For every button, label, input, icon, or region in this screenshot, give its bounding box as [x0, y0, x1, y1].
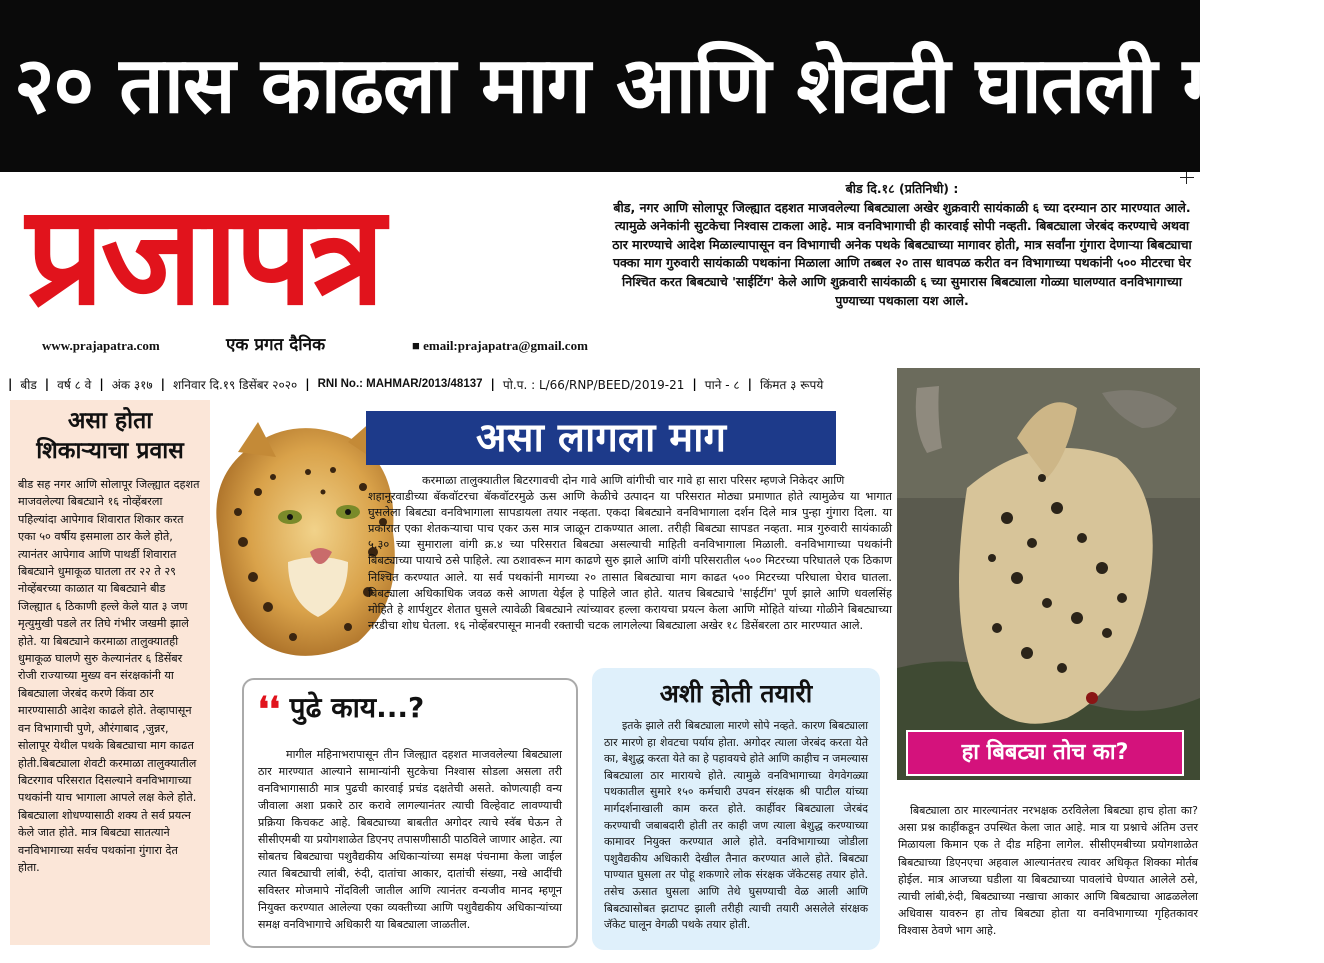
tayari-body: इतके झाले तरी बिबट्याला मारणे सोपे नव्हते. कारण बिबट्याला ठार मारणे हा शेवटचा पर्याय होता. अगोदर त्याला जेरबंद करता येते का, बेशुद्ध करता येते का हे पहावयचे होते आणि काहीच न जमल्यास बिबट्याला ठार मारायचे होते. त्यामुळे वनविभागाच्या वेगवेगळ्या पथकातील सुमारे १५० कर्मचारी उपवन संरक्षक श्री पाटील यांच्या मार्गदर्शनाखाली काम करत होते. कार्हीवर बिबट्याला जेरबंद करण्याची जबाबदारी होती तर काही जण त्याला बेशुद्ध करण्याच्या कामावर नियुक्त करण्यात आले होते. वनविभागाच्या जोडीला पशुवैद्यकीय अधिकारी देखील तैनात करण्यात आले होते. बिबट्या पाण्यात घुसला तर पोहू शकणारे लोक संरक्षक जॅकेटसह तयार होते. तसेच ऊसात घुसला आणि तेथे घुसण्याची वेळ आली आणि बिबट्यासोबत झटापट झाली तरीही त्याची तयारी असलेले संरक्षक जॅकेट घालून वेगळी पथके तयार होती. — [604, 719, 868, 932]
info-place: बीड — [20, 377, 37, 392]
center-article-body — [368, 473, 892, 634]
right-article-title — [906, 730, 1184, 776]
main-headline: २० तास काढला माग आणि शेवटी घातली गोळी — [14, 41, 1324, 131]
right-article-title-text: हा बिबट्या तोच का? — [961, 740, 1129, 765]
tayari-title: अशी होती तयारी — [659, 679, 813, 708]
lead-summary — [608, 180, 1196, 310]
summary-text: बीड, नगर आणि सोलापूर जिल्ह्यात दहशत माजवलेल्या बिबट्याला अखेर शुक्रवारी सायंकाळी ६ च्या दरम्यान ठार मारण्यात आले. त्यामुळे अनेकांनी सुटकेचा निश्वास टाकला आहे. मात्र वनविभागाची ही कारवाई सोपी नव्हती. बिबट्याला जेरबंद करण्याचे अथवा ठार मारण्याचे आदेश मिळाल्यापासून वन विभागाची अनेक पथके बिबट्याच्या मागावर होती, मात्र सर्वांना गुंगारा देणाऱ्या बिबट्याचा पक्का माग गुरुवारी सायंकाळी पथकांना मिळाला आणि तब्बल २० तास धावपळ करीत वन विभागाच्या पथकांनी ५०० मीटरचा घेर निश्चित करत बिबट्याचे 'साईटिंग' केले आणि शुक्रवारी सायंकाळी ६ च्या सुमारास बिबट्याला गोळ्या घालण्यात वनविभागाच्या पुण्याच्या पथकाला यश आले. — [612, 199, 1192, 308]
left-article — [10, 400, 210, 945]
center-article-text: शहानूरवाडीच्या बॅकवॉटरचा बॅकवॉटरमुळे ऊस आणि केळीचे उत्पादन या परिसरात मोठ्या प्रमाणात होते त्यामुळेच या भागात घुसलेला बिबट्या वनविभागाला सापडायला तयार नव्हता. एकदा बिबट्याने वनविभागाला दर्शन दिले मात्र पुन्हा गुंगारा दिला. या प्रकारात एका शेतकऱ्याचा पाच एकर ऊस मात्र जाळून टाकण्यात आला. तरीही बिबट्या सापडत नव्हता. मात्र गुरुवारी सायंकाळी ५.३० च्या सुमाराला वांगी क्र.४ च्या परिसरात बिबट्या असल्याची माहिती वनविभागाला मिळाली. वनविभागाच्या पथकांनी बिबट्याच्या पायाचे ठसे पाहिले. त्या ठशावरून माग काढणे सुरु झाले आणि वांगी परिसरातील ५०० मिटरच्या परिघातले एक ठिकाण निश्चित करण्यात आले. या सर्व पथकांनी मागच्या २० तासात बिबट्याचा माग काढत ५०० मिटरच्या परिघाला घेराव घातला. बिबट्याला अधिकाधिक जवळ कसे आणता येईल हे पाहिले जात होते. यातच बिबट्याचे 'साईटींग' पूर्ण झाले आणि धवलसिंह मोहिते हे शार्पशुटर शेतात घुसले त्यावेळी बिबट्याने त्यांच्यावर हल्ला करायचा प्रयत्न केला आणि मोहिते यांच्या गोळीने बिबट्याच्या नरडीचा शोध घेतला. १६ नोव्हेंबरपासून मानवी रक्ताची चटक लागलेल्या बिबट्याला अखेर १८ डिसेंबरला ठार मारण्यात आले. — [368, 490, 892, 632]
info-date: शनिवार दि.१९ डिसेंबर २०२० — [173, 377, 298, 392]
issue-info-bar: | बीड | वर्ष ८ वे | अंक ३१७ | शनिवार दि.१९ डिसेंबर २०२० | RNI No.: MAHMAR/2013/48137 | पो.प. : L/66/RNP/BEED/2019-21 | पाने - ८ | किंमत ३ रूपये — [8, 377, 824, 392]
left-article-body: बीड सह नगर आणि सोलापूर जिल्ह्यात दहशत माजवलेल्या बिबट्याने १६ नोव्हेंबरला पहिल्यांदा आपेगाव शिवारात शिकार करत एका ५० वर्षीय इसमाला ठार केले होते, त्यानंतर आपेगाव आणि पाथर्डी शिवारात बिबट्याने धुमाकूळ घातला तर २२ ते २९ नोव्हेंबरच्या काळात या बिबट्याने बीड जिल्ह्यात ६ ठिकाणी हल्ले केले यात ३ जण मृत्युमुखी पडले तर तिघे गंभीर जखमी झाले होते. या बिबट्याने करमाळा तालुक्यातही धुमाकूळ घालणे सुरु केल्यानंतर ६ डिसेंबर रोजी राज्याच्या मुख्य वन संरक्षकांनी या बिबट्याला जेरबंद करणे किंवा ठार मारण्यासाठी आदेश काढले होते. तेव्हापासून वन विभागाची पुणे, औरंगाबाद ,जुन्नर, सोलापूर येथील पथके बिबट्याचा माग काढत होती.बिबट्याला शेवटी करमाळा तालुक्यातील बिटरगाव परिसरात दिसल्याने वनविभागाच्या पथकांनी याच भागाला आपले लक्ष केले होते. बिबट्याला शोधण्यासाठी शक्य ते सर्व प्रयत्न केले जात होते. मात्र बिबट्या सातत्याने वनविभागाच्या सर्वच पथकांना गुंगारा देत होता. — [18, 478, 200, 874]
info-postal: पो.प. : L/66/RNP/BEED/2019-21 — [502, 377, 685, 392]
right-article-body: बिबट्याला ठार मारल्यानंतर नरभक्षक ठरविलेला बिबट्या हाच होता का? असा प्रश्न काहींकडून उपस्थित केला जात आहे. मात्र या प्रश्नाचे अंतिम उत्तर मिळायला किमान एक ते दीड महिना लागेल. सीसीएमबीच्या प्रयोगशाळेत बिबट्याच्या डिएनएचा अहवाल आल्यानंतरच त्यावर अधिकृत शिक्का मोर्तब होईल. मात्र आजच्या घडीला या बिबट्याच्या पावलांचे घेण्यात आलेले ठसे, त्याची लांबी,रुंदी, बिबट्याच्या नखाचा आकार आणि बिबट्याचा आढळलेला अधिवास यावरुन हा तोच बिबट्या होता या वनविभागाच्या गृहितकावर विश्वास ठेवणे भाग आहे. — [898, 804, 1198, 938]
quote-mark-icon: ❛❛ — [258, 690, 280, 730]
pudhe-kay-title: पुढे काय...? — [289, 691, 425, 724]
info-pages: पाने - ८ — [704, 377, 740, 392]
pudhe-kay-body: मागील महिनाभरापासून तीन जिल्ह्यात दहशत माजवलेल्या बिबट्याला ठार मारण्यात आल्याने सामान्यांनी सुटकेचा निश्वास सोडला असला तरी वनविभागासाठी मात्र पुढची कारवाई प्रचंड दक्षतेची असते. कोणत्याही वन्य जीवाला अशा प्रकारे ठार करावे लागल्यानंतर त्याची विल्हेवाट लावण्याची प्रक्रिया किचकट आहे. बिबट्याच्या बाबतीत अगोदर त्याचे स्वॅब घेऊन ते सीसीएमबी या प्रयोगशाळेत डिएनए तपासणीसाठी पाठविले जाणार आहेत. त्या सोबतच बिबट्याचा पशुवैद्यकीय अधिकाऱ्यांच्या समक्ष पंचनामा केला जाईल त्यात बिबट्याची लांबी, रुंदी, दातांचा आकार, दातांची संख्या, नखे आदींची सविस्तर मोजमापे नोंदविली जातील आणि त्यानंतर वन्यजीव मानद म्हणून नियुक्त करण्यात आलेल्या एका व्यक्तीच्या आणि पशुवैद्यकीय अधिकाऱ्यांच्या समक्ष वनविभागाचे अधिकारी या बिबट्याला जाळतील. — [258, 748, 562, 931]
left-article-heading-2: शिकाऱ्याचा प्रवास — [36, 437, 184, 464]
center-article-title — [366, 411, 836, 465]
crop-mark-right-top-h — [1180, 177, 1194, 178]
leopard-photo — [897, 368, 1200, 780]
info-issue: अंक ३१७ — [111, 377, 153, 392]
info-rni: RNI No.: MAHMAR/2013/48137 — [317, 378, 483, 390]
newspaper-masthead: प्रजापत्र — [26, 173, 382, 336]
left-article-heading-1: असा होता — [67, 407, 153, 434]
email-link[interactable]: ■ email:prajapatra@gmail.com — [412, 338, 588, 353]
headline-banner — [0, 0, 1324, 172]
dateline: बीड दि.१८ (प्रतिनिधी) : — [845, 181, 959, 196]
pudhe-kay-article — [242, 678, 578, 948]
pudhe-kay-heading — [258, 688, 562, 730]
tayari-article — [592, 668, 880, 950]
center-article-title-text: असा लागला माग — [475, 415, 727, 461]
center-article-lead: करमाळा तालुक्यातील बिटरगावची दोन गावे आणि वांगीची चार गावे हा सारा परिसर म्हणजे निकेदर आणि — [422, 474, 845, 487]
website-link[interactable]: www.prajapatra.com — [42, 338, 160, 353]
info-price: किंमत ३ रूपये — [759, 377, 824, 392]
masthead-tagline: एक प्रगत दैनिक — [226, 335, 326, 355]
info-year: वर्ष ८ वे — [57, 377, 92, 392]
